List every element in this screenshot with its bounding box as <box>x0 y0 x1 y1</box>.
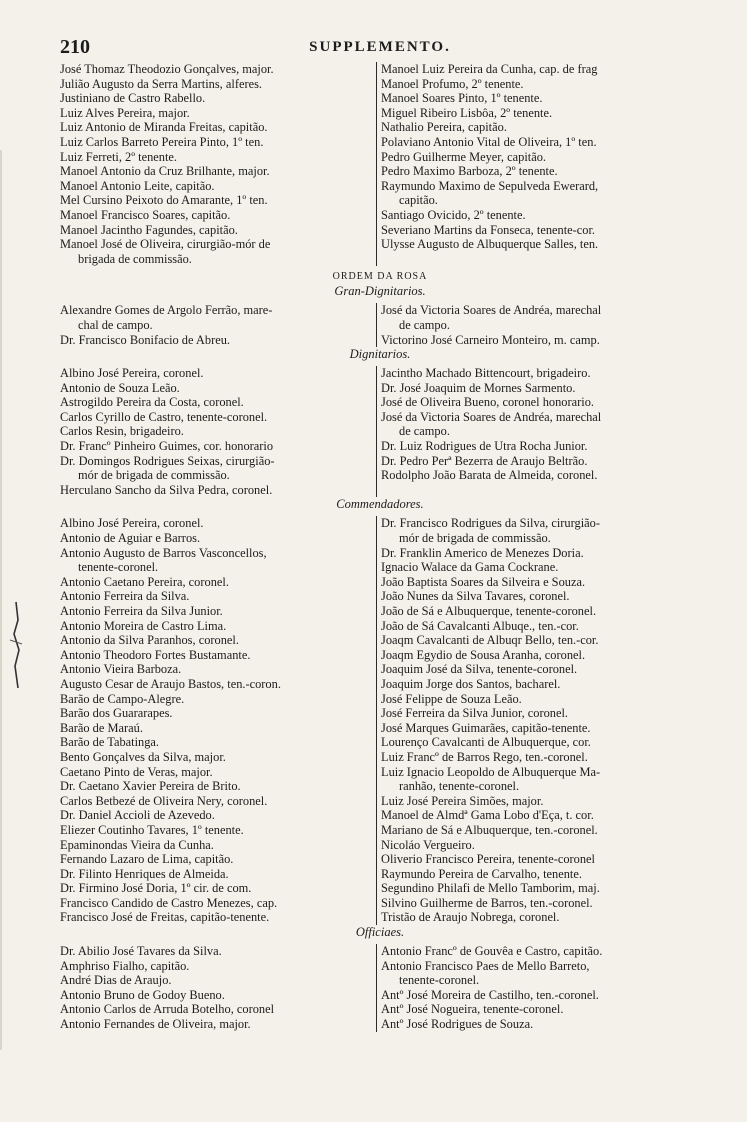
list-entry: José de Oliveira Bueno, coronel honorario. <box>381 395 594 410</box>
page-header <box>60 36 700 62</box>
list-entry: chal de campo. <box>78 317 153 332</box>
list-entry: Dr. Franklin Americo de Menezes Doria. <box>381 545 584 560</box>
list-entry: Augusto Cesar de Araujo Bastos, ten.-coron. <box>60 676 281 691</box>
column-right <box>376 516 699 925</box>
running-title: SUPPLEMENTO. <box>309 39 451 55</box>
order-title: ORDEM DA ROSA <box>332 271 428 283</box>
list-entry: Antº José Rodrigues de Souza. <box>381 1017 534 1032</box>
column-right <box>376 303 699 347</box>
list-entry: José Marques Guimarães, capitão-tenente. <box>381 720 591 735</box>
list-entry: de campo. <box>399 424 450 439</box>
list-entry: Antº José Moreira de Castilho, ten.-coronel. <box>381 987 599 1002</box>
list-entry: Mel Cursino Peixoto do Amarante, 1º ten. <box>60 193 268 208</box>
list-entry: Joaqm Egydio de Sousa Aranha, coronel. <box>381 647 586 662</box>
list-entry: Pedro Maximo Barboza, 2º tenente. <box>381 164 558 179</box>
list-entry: Luiz José Pereira Simões, major. <box>381 793 544 808</box>
column-left <box>60 303 376 347</box>
list-entry: brigada de commissão. <box>78 251 192 266</box>
list-entry: Manoel Antonio da Cruz Brilhante, major. <box>60 164 270 179</box>
dignitarios-list <box>60 366 700 497</box>
list-entry: Antonio Ferreira da Silva. <box>60 589 190 604</box>
list-entry: ranhão, tenente-coronel. <box>399 779 520 794</box>
list-entry: mór de brigada de commissão. <box>78 468 230 483</box>
commendadores-list <box>60 516 700 925</box>
list-entry: Segundino Philafi de Mello Tamborim, maj. <box>381 881 600 896</box>
list-entry: Pedro Guilherme Meyer, capitão. <box>381 149 546 164</box>
list-entry: Luiz Ignacio Leopoldo de Albuquerque Ma- <box>381 764 601 779</box>
list-entry: Lourenço Cavalcanti de Albuquerque, cor. <box>381 735 591 750</box>
list-entry: Antonio Theodoro Fortes Bustamante. <box>60 647 251 662</box>
list-entry: Antonio Fernandes de Oliveira, major. <box>60 1017 251 1032</box>
list-entry: João de Sá Cavalcanti Albuqe., ten.-cor. <box>381 618 579 633</box>
list-entry: Dr. José Joaquim de Mornes Sarmento. <box>381 380 576 395</box>
column-left <box>60 944 376 1032</box>
list-entry: Luiz Ferreti, 2º tenente. <box>60 149 178 164</box>
list-entry: Luiz Alves Pereira, major. <box>60 105 190 120</box>
list-entry: Santiago Ovicido, 2º tenente. <box>381 207 526 222</box>
list-entry: Raymundo Maximo de Sepulveda Ewerard, <box>381 178 599 193</box>
list-entry: Rodolpho João Barata de Almeida, coronel. <box>381 468 598 483</box>
list-entry: Antonio Caetano Pereira, coronel. <box>60 574 229 589</box>
list-entry: Dr. Domingos Rodrigues Seixas, cirurgião- <box>60 453 275 468</box>
list-entry: Herculano Sancho da Silva Pedra, coronel. <box>60 482 273 497</box>
list-entry: Alexandre Gomes de Argolo Ferrão, mare- <box>60 303 273 318</box>
list-entry: Polaviano Antonio Vital de Oliveira, 1º ten. <box>381 134 597 149</box>
list-entry: Luiz Carlos Barreto Pereira Pinto, 1º ten. <box>60 134 264 149</box>
list-entry: Antonio da Silva Paranhos, coronel. <box>60 633 239 648</box>
list-entry: Manoel Luiz Pereira da Cunha, cap. de frag <box>381 62 598 76</box>
list-entry: Antonio de Souza Leão. <box>60 380 180 395</box>
column-right <box>376 944 699 1032</box>
list-entry: Nathalio Pereira, capitão. <box>381 120 507 135</box>
list-entry: Carlos Cyrillo de Castro, tenente-coronel. <box>60 409 268 424</box>
list-entry: Severiano Martins da Fonseca, tenente-cor. <box>381 222 596 237</box>
officiaes-list <box>60 944 700 1032</box>
list-entry: Joaquim José da Silva, tenente-coronel. <box>381 662 578 677</box>
list-entry: Ulysse Augusto de Albuquerque Salles, ten. <box>381 237 599 252</box>
list-entry: Ignacio Walace da Gama Cockrane. <box>381 560 559 575</box>
list-entry: Barão de Campo-Alegre. <box>60 691 185 706</box>
list-entry: José da Victoria Soares de Andréa, marechal <box>381 303 602 318</box>
list-entry: Manoel Profumo, 2º tenente. <box>381 76 524 91</box>
list-entry: Joaquim Jorge dos Santos, bacharel. <box>381 676 561 691</box>
list-entry: Carlos Resin, brigadeiro. <box>60 424 184 439</box>
list-entry: Manoel José de Oliveira, cirurgião-mór de <box>60 237 271 252</box>
list-entry: Manoel Francisco Soares, capitão. <box>60 207 231 222</box>
list-entry: Manoel de Almdª Gama Lobo d'Eça, t. cor. <box>381 808 594 823</box>
list-entry: Barão de Maraú. <box>60 720 143 735</box>
list-entry: capitão. <box>399 193 438 208</box>
list-entry: Barão de Tabatinga. <box>60 735 160 750</box>
list-entry: Dr. Francº Pinheiro Guimes, cor. honorario <box>60 439 274 454</box>
page-number: 210 <box>60 36 90 58</box>
list-entry: Manoel Jacintho Fagundes, capitão. <box>60 222 238 237</box>
list-entry: João de Sá e Albuquerque, tenente-coronel. <box>381 604 597 618</box>
column-right <box>376 62 699 266</box>
column-right <box>376 366 699 497</box>
list-entry: Francisco José de Freitas, capitão-tenente. <box>60 910 270 925</box>
section-title-dignitarios: Dignitarios. <box>349 347 411 362</box>
list-entry: tenente-coronel. <box>78 560 159 575</box>
list-entry: Antonio Augusto de Barros Vasconcellos, <box>60 545 267 560</box>
list-entry: Mariano de Sá e Albuquerque, ten.-coronel. <box>381 822 598 837</box>
list-entry: Astrogildo Pereira da Costa, coronel. <box>60 395 244 410</box>
list-entry: Silvino Guilherme de Barros, ten.-coronel. <box>381 895 593 910</box>
section-title-officiaes: Officiaes. <box>355 925 405 940</box>
list-entry: Antonio Moreira de Castro Lima. <box>60 618 227 633</box>
column-left <box>60 62 376 266</box>
list-entry: Dr. Firmino José Doria, 1º cir. de com. <box>60 881 252 896</box>
list-entry: Antonio Francº de Gouvêa e Castro, capitão. <box>381 944 603 959</box>
list-entry: José Thomaz Theodozio Gonçalves, major. <box>60 62 274 76</box>
list-entry: Manoel Soares Pinto, 1º tenente. <box>381 91 543 106</box>
list-entry: Caetano Pinto de Veras, major. <box>60 764 213 779</box>
list-entry: Dr. Francisco Rodrigues da Silva, cirurgião- <box>381 516 600 531</box>
list-entry: Eliezer Coutinho Tavares, 1º tenente. <box>60 822 244 837</box>
list-entry: tenente-coronel. <box>399 973 480 988</box>
list-entry: João Baptista Soares da Silveira e Souza. <box>381 574 586 589</box>
list-entry: Amphriso Fialho, capitão. <box>60 958 190 973</box>
list-entry: Antonio Carlos de Arruda Botelho, coronel <box>60 1002 275 1017</box>
list-entry: Epaminondas Vieira da Cunha. <box>60 837 214 852</box>
list-entry: de campo. <box>399 317 450 332</box>
list-entry: Raymundo Pereira de Carvalho, tenente. <box>381 866 582 881</box>
document-page <box>60 36 700 1032</box>
list-entry: Albino José Pereira, coronel. <box>60 516 204 531</box>
list-entry: Jacintho Machado Bittencourt, brigadeiro. <box>381 366 591 381</box>
column-left <box>60 516 376 925</box>
list-entry: Albino José Pereira, coronel. <box>60 366 204 381</box>
list-entry: André Dias de Araujo. <box>60 973 172 988</box>
list-entry: Dr. Pedro Perª Bezerra de Araujo Beltrão. <box>381 453 588 468</box>
list-entry: Francisco Candido de Castro Menezes, cap. <box>60 895 278 910</box>
list-entry: Dr. Daniel Accioli de Azevedo. <box>60 808 215 823</box>
list-entry: Dr. Filinto Henriques de Almeida. <box>60 866 229 881</box>
list-entry: Antonio de Aguiar e Barros. <box>60 531 201 546</box>
list-entry: Antonio Bruno de Godoy Bueno. <box>60 987 225 1002</box>
list-entry: Miguel Ribeiro Lisbôa, 2º tenente. <box>381 105 553 120</box>
list-entry: Dr. Caetano Xavier Pereira de Brito. <box>60 779 241 794</box>
list-entry: José Ferreira da Silva Junior, coronel. <box>381 706 569 721</box>
margin-ink-mark <box>6 600 26 690</box>
list-entry: Victorino José Carneiro Monteiro, m. camp. <box>381 332 600 347</box>
list-entry: Dr. Francisco Bonifacio de Abreu. <box>60 332 230 347</box>
list-entry: Dr. Abilio José Tavares da Silva. <box>60 944 222 959</box>
top-list <box>60 62 700 266</box>
list-entry: Joaqm Cavalcanti de Albuqr Bello, ten.-cor. <box>381 633 599 648</box>
list-entry: Tristão de Araujo Nobrega, coronel. <box>381 910 560 925</box>
list-entry: Dr. Luiz Rodrigues de Utra Rocha Junior. <box>381 439 588 454</box>
gran-dignitarios-list <box>60 303 700 347</box>
list-entry: João Nunes da Silva Tavares, coronel. <box>381 589 570 604</box>
list-entry: Antº José Nogueira, tenente-coronel. <box>381 1002 564 1017</box>
column-left <box>60 366 376 497</box>
list-entry: Luiz Francº de Barros Rego, ten.-coronel. <box>381 749 588 764</box>
list-entry: Fernando Lazaro de Lima, capitão. <box>60 852 234 867</box>
list-entry: Manoel Antonio Leite, capitão. <box>60 178 215 193</box>
list-entry: José da Victoria Soares de Andréa, marechal <box>381 409 602 424</box>
section-title-commendadores: Commendadores. <box>336 497 424 512</box>
list-entry: Carlos Betbezé de Oliveira Nery, coronel. <box>60 793 268 808</box>
list-entry: Antonio Francisco Paes de Mello Barreto, <box>381 958 590 973</box>
list-entry: Bento Gonçalves da Silva, major. <box>60 749 226 764</box>
list-entry: José Felippe de Souza Leão. <box>381 691 522 706</box>
list-entry: Oliverio Francisco Pereira, tenente-coronel <box>381 852 595 867</box>
list-entry: Justiniano de Castro Rabello. <box>60 91 206 106</box>
list-entry: Julião Augusto da Serra Martins, alferes. <box>60 76 262 91</box>
list-entry: Barão dos Guararapes. <box>60 706 173 721</box>
list-entry: Nicoláo Vergueiro. <box>381 837 475 852</box>
list-entry: Luiz Antonio de Miranda Freitas, capitão. <box>60 120 268 135</box>
list-entry: Antonio Vieira Barboza. <box>60 662 182 677</box>
list-entry: mór de brigada de commissão. <box>399 531 551 546</box>
section-title-gran-dignitarios: Gran-Dignitarios. <box>334 284 426 299</box>
list-entry: Antonio Ferreira da Silva Junior. <box>60 604 223 618</box>
page-edge-shadow <box>0 150 2 1050</box>
